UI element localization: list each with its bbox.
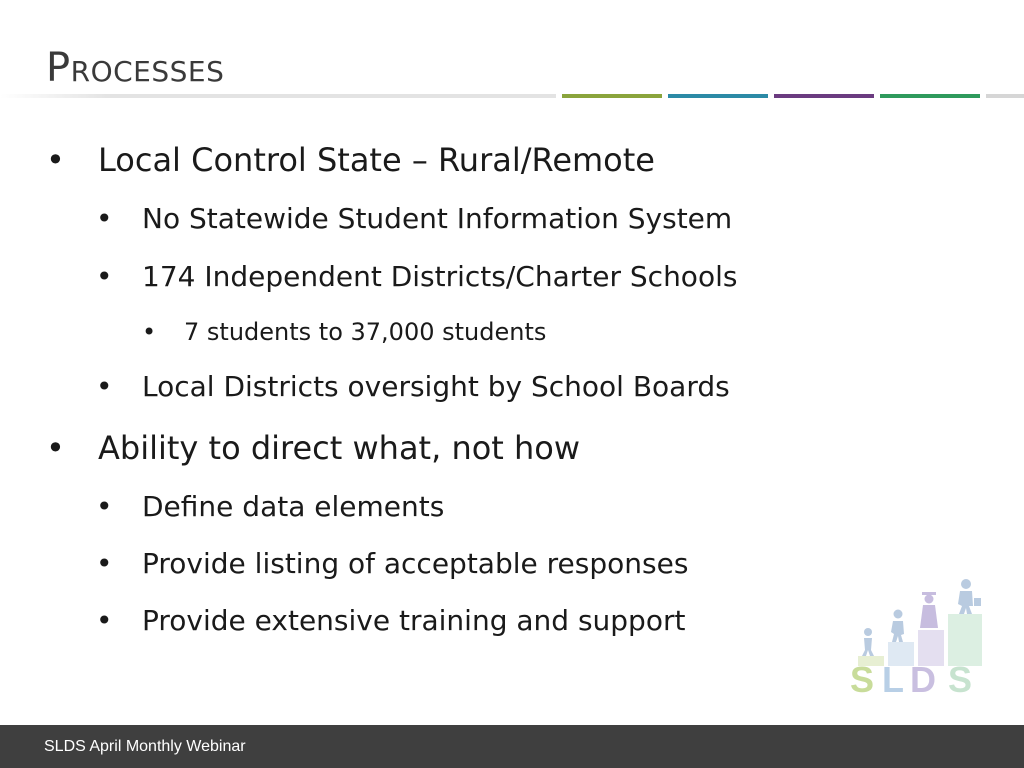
logo-letter: S xyxy=(850,659,875,698)
bullet-dot: • xyxy=(96,202,113,235)
bullet-text: Local Control State – Rural/Remote xyxy=(98,141,655,179)
logo-letter: S xyxy=(948,659,973,698)
bullet-dot: • xyxy=(142,318,157,346)
bullet-dot: • xyxy=(96,370,113,403)
bullet-dot: • xyxy=(46,429,65,467)
bullet-dot: • xyxy=(46,141,65,179)
bullet-text: Define data elements xyxy=(142,490,445,523)
figure-youth-icon xyxy=(891,610,904,643)
bullet-dot: • xyxy=(96,490,113,523)
logo-letter: L xyxy=(882,659,904,698)
figure-child-icon xyxy=(862,628,874,656)
bullet-dot: • xyxy=(96,604,113,637)
bullet-text: Ability to direct what, not how xyxy=(98,429,581,467)
footer-text: SLDS April Monthly Webinar xyxy=(44,738,246,755)
figure-graduate-icon xyxy=(920,592,938,628)
bullet-text: 7 students to 37,000 students xyxy=(184,318,547,346)
slds-logo xyxy=(848,574,988,698)
logo-letter: D xyxy=(910,659,936,698)
footer-bar xyxy=(0,725,1024,768)
bullet-text: Local Districts oversight by School Boards xyxy=(142,370,730,403)
bullet-text: 174 Independent Districts/Charter Schools xyxy=(142,260,738,293)
slide-title: Processes xyxy=(46,45,225,91)
figure-adult-icon xyxy=(958,579,981,614)
bullet-dot: • xyxy=(96,260,113,293)
bullet-text: Provide extensive training and support xyxy=(142,604,686,637)
bullet-text: Provide listing of acceptable responses xyxy=(142,547,689,580)
bullet-dot: • xyxy=(96,547,113,580)
bullet-text: No Statewide Student Information System xyxy=(142,202,733,235)
